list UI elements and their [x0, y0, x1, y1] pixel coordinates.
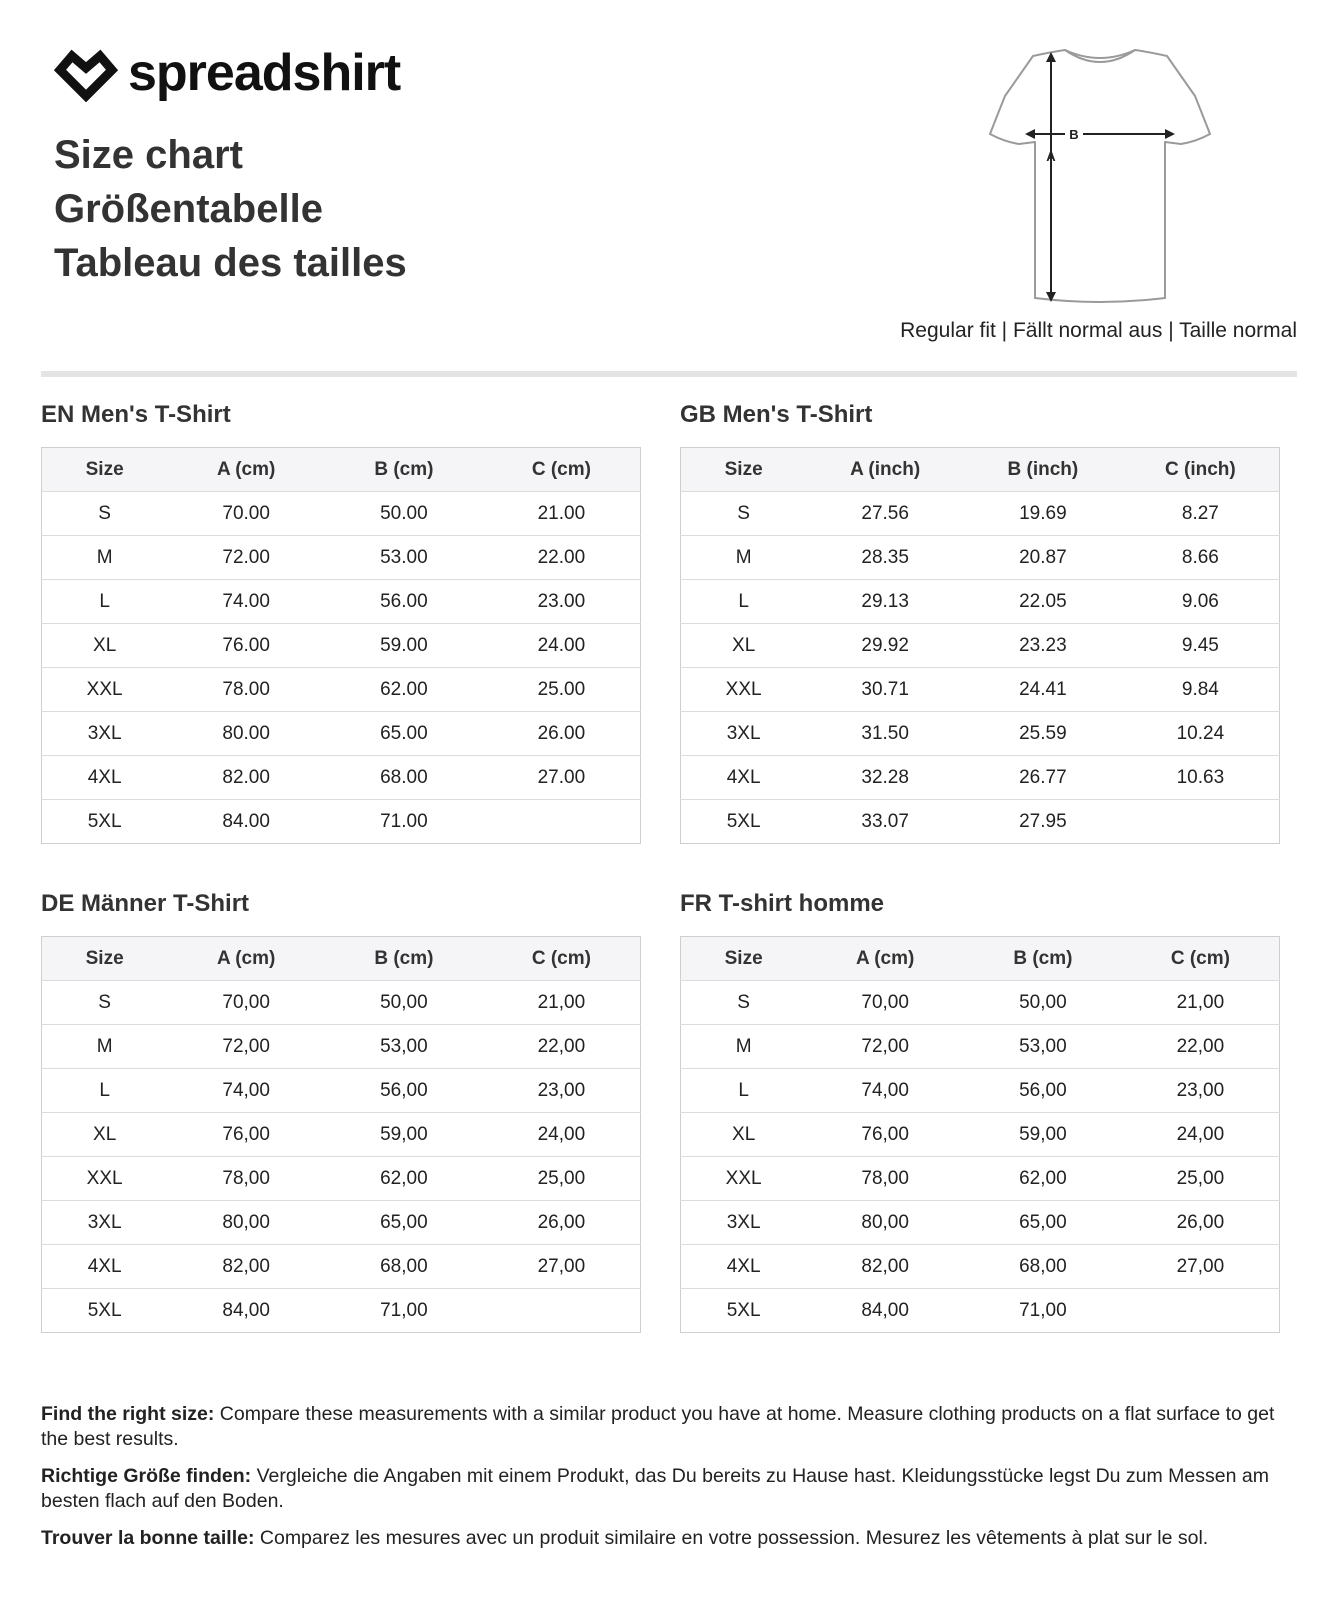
spreadshirt-heart-icon	[54, 44, 118, 102]
measurement-cell: 50.00	[325, 492, 483, 536]
size-cell: XL	[42, 1113, 168, 1157]
measurement-cell: 59,00	[325, 1113, 483, 1157]
column-header: C (cm)	[483, 448, 641, 492]
size-cell: 5XL	[726, 1299, 761, 1321]
table-title: GB Men's T-Shirt	[680, 401, 873, 428]
column-header: Size	[681, 937, 807, 981]
size-cell: XXL	[681, 1157, 807, 1201]
measurement-cell: 10.63	[1122, 756, 1280, 800]
table-row	[681, 800, 1280, 844]
measurement-cell: 56.00	[325, 580, 483, 624]
measurement-cell: 22.00	[483, 536, 641, 580]
measurement-cell: 22,00	[483, 1025, 641, 1069]
measurement-cell: 24,00	[1122, 1113, 1280, 1157]
measurement-cell: 68,00	[964, 1245, 1122, 1289]
table-row	[681, 1025, 1280, 1069]
measurement-cell: 70.00	[167, 492, 325, 536]
measurement-cell: 65,00	[325, 1201, 483, 1245]
column-header: A (cm)	[167, 448, 325, 492]
measurement-cell: 24.41	[964, 668, 1122, 712]
size-cell: L	[681, 1069, 807, 1113]
measurement-cell: 9.45	[1122, 624, 1280, 668]
measurement-cell: 74,00	[806, 1069, 964, 1113]
column-header: A (inch)	[806, 448, 964, 492]
measurement-cell: 20.87	[964, 536, 1122, 580]
table-section-en	[41, 401, 641, 844]
table-row	[681, 1245, 1280, 1289]
measurement-cell: 23.00	[483, 580, 641, 624]
table-row	[681, 756, 1280, 800]
size-cell: XL	[681, 624, 807, 668]
table-row	[42, 536, 641, 580]
measurement-cell: 23.23	[964, 624, 1122, 668]
table-row	[681, 624, 1280, 668]
measurement-cell: 27,00	[483, 1245, 641, 1289]
measurement-cell: 71.00	[380, 810, 428, 832]
table-section-gb	[680, 401, 1280, 844]
label-b: B	[1069, 127, 1079, 142]
note-label: Find the right size:	[41, 1403, 215, 1425]
size-cell: XXL	[42, 668, 168, 712]
size-cell: S	[681, 492, 807, 536]
note-label: Trouver la bonne taille:	[41, 1527, 255, 1549]
measurement-cell: 8.27	[1122, 492, 1280, 536]
table-row	[42, 1289, 641, 1333]
measurement-cell: 53,00	[325, 1025, 483, 1069]
title-fr: Tableau des tailles	[54, 241, 407, 285]
measurement-cell: 82,00	[167, 1245, 325, 1289]
measurement-cell: 27.95	[1019, 810, 1067, 832]
note-label: Richtige Größe finden:	[41, 1465, 252, 1487]
size-table	[41, 936, 641, 1333]
measurement-cell: 82,00	[806, 1245, 964, 1289]
measurement-cell: 9.84	[1122, 668, 1280, 712]
measurement-cell: 62,00	[964, 1157, 1122, 1201]
size-cell: 5XL	[87, 1299, 122, 1321]
measurement-cell	[1122, 1289, 1280, 1333]
measurement-cell: 78,00	[167, 1157, 325, 1201]
note-fr	[41, 1526, 1296, 1551]
measurement-cell: 56,00	[964, 1069, 1122, 1113]
note-de	[41, 1464, 1296, 1514]
measurement-cell: 59.00	[325, 624, 483, 668]
table-row	[681, 1069, 1280, 1113]
measurement-cell: 80.00	[167, 712, 325, 756]
measurement-cell: 70,00	[167, 981, 325, 1025]
size-cell: L	[42, 1069, 168, 1113]
size-cell: XL	[42, 624, 168, 668]
sizing-notes	[41, 1402, 1296, 1563]
table-header-row	[681, 937, 1280, 981]
note-text: Comparez les mesures avec un produit similaire en votre possession. Mesurez les vêtements à plat sur le sol.	[254, 1527, 1209, 1549]
measurement-cell: 25.00	[483, 668, 641, 712]
measurement-cell: 62.00	[325, 668, 483, 712]
measurement-cell: 80,00	[167, 1201, 325, 1245]
measurement-cell: 27,00	[1122, 1245, 1280, 1289]
size-cell: 5XL	[87, 810, 122, 832]
measurement-cell: 21.00	[483, 492, 641, 536]
measurement-cell: 22,00	[1122, 1025, 1280, 1069]
measurement-cell: 24,00	[483, 1113, 641, 1157]
size-cell: XXL	[42, 1157, 168, 1201]
measurement-cell: 84,00	[861, 1299, 909, 1321]
measurement-cell: 56,00	[325, 1069, 483, 1113]
size-cell: 3XL	[42, 712, 168, 756]
measurement-cell: 71,00	[380, 1299, 428, 1321]
measurement-cell: 28.35	[806, 536, 964, 580]
table-row	[681, 580, 1280, 624]
tshirt-measurement-diagram	[985, 46, 1215, 316]
size-cell: L	[681, 580, 807, 624]
table-header-row	[42, 937, 641, 981]
measurement-cell: 31.50	[806, 712, 964, 756]
size-cell: L	[42, 580, 168, 624]
measurement-cell: 84.00	[222, 810, 270, 832]
column-header: B (cm)	[325, 937, 483, 981]
size-cell: 4XL	[42, 1245, 168, 1289]
column-header: B (inch)	[964, 448, 1122, 492]
measurement-cell: 80,00	[806, 1201, 964, 1245]
measurement-cell: 25,00	[1122, 1157, 1280, 1201]
measurement-cell: 23,00	[483, 1069, 641, 1113]
table-row	[42, 1201, 641, 1245]
column-header: C (cm)	[483, 937, 641, 981]
table-row	[681, 1113, 1280, 1157]
measurement-cell: 74,00	[167, 1069, 325, 1113]
table-row	[42, 1025, 641, 1069]
note-text: Compare these measurements with a similar product you have at home. Measure clothing products on a flat surface to get the best results.	[41, 1403, 1275, 1450]
table-row	[681, 712, 1280, 756]
title-en: Size chart	[54, 133, 243, 177]
table-section-de	[41, 890, 641, 1333]
table-row	[42, 624, 641, 668]
note-text: Vergleiche die Angaben mit einem Produkt, das Du bereits zu Hause hast. Kleidungsstücke legst Du zum Messen am besten flach auf den Boden.	[41, 1465, 1269, 1512]
title-de: Größentabelle	[54, 187, 323, 231]
table-row	[42, 1113, 641, 1157]
table-row	[681, 1201, 1280, 1245]
table-row	[42, 712, 641, 756]
table-row	[42, 1157, 641, 1201]
measurement-cell	[1122, 800, 1280, 844]
header-divider	[41, 371, 1297, 377]
fit-description: Regular fit | Fällt normal aus | Taille normal	[900, 319, 1297, 342]
table-row	[681, 492, 1280, 536]
size-cell: 3XL	[681, 1201, 807, 1245]
measurement-cell: 26,00	[483, 1201, 641, 1245]
label-a: A	[1046, 149, 1056, 164]
measurement-cell: 9.06	[1122, 580, 1280, 624]
column-header: B (cm)	[964, 937, 1122, 981]
measurement-cell: 33.07	[861, 810, 909, 832]
measurement-cell: 25,00	[483, 1157, 641, 1201]
table-row	[42, 981, 641, 1025]
measurement-cell: 26.00	[483, 712, 641, 756]
table-row	[681, 1157, 1280, 1201]
measurement-cell: 29.13	[806, 580, 964, 624]
size-table	[680, 447, 1280, 844]
measurement-cell: 50,00	[964, 981, 1122, 1025]
measurement-cell: 26.77	[964, 756, 1122, 800]
table-row	[42, 492, 641, 536]
table-title: EN Men's T-Shirt	[41, 401, 231, 428]
measurement-cell: 10.24	[1122, 712, 1280, 756]
measurement-cell: 21,00	[483, 981, 641, 1025]
measurement-cell: 68,00	[325, 1245, 483, 1289]
measurement-cell: 59,00	[964, 1113, 1122, 1157]
measurement-cell: 8.66	[1122, 536, 1280, 580]
size-cell: 4XL	[42, 756, 168, 800]
brand-name: spreadshirt	[128, 44, 401, 102]
table-header-row	[681, 448, 1280, 492]
measurement-cell	[483, 800, 641, 844]
table-row	[42, 756, 641, 800]
measurement-cell: 72,00	[806, 1025, 964, 1069]
table-header-row	[42, 448, 641, 492]
measurement-cell: 65,00	[964, 1201, 1122, 1245]
measurement-cell: 68.00	[325, 756, 483, 800]
column-header: Size	[42, 448, 168, 492]
measurement-cell: 72,00	[167, 1025, 325, 1069]
column-header: Size	[681, 448, 807, 492]
size-table	[680, 936, 1280, 1333]
measurement-cell: 25.59	[964, 712, 1122, 756]
table-row	[681, 536, 1280, 580]
measurement-cell: 19.69	[964, 492, 1122, 536]
measurement-cell: 53.00	[325, 536, 483, 580]
size-cell: M	[42, 536, 168, 580]
table-row	[42, 800, 641, 844]
table-row	[681, 1289, 1280, 1333]
measurement-cell: 22.05	[964, 580, 1122, 624]
measurement-cell: 71,00	[1019, 1299, 1067, 1321]
measurement-cell: 65.00	[325, 712, 483, 756]
size-cell: XXL	[681, 668, 807, 712]
measurement-cell: 21,00	[1122, 981, 1280, 1025]
size-cell: S	[42, 981, 168, 1025]
measurement-cell: 53,00	[964, 1025, 1122, 1069]
size-cell: 3XL	[42, 1201, 168, 1245]
measurement-cell: 32.28	[806, 756, 964, 800]
page-titles	[54, 128, 407, 290]
size-cell: XL	[681, 1113, 807, 1157]
measurement-cell: 78.00	[167, 668, 325, 712]
measurement-cell: 76,00	[806, 1113, 964, 1157]
table-row	[42, 668, 641, 712]
size-cell: 5XL	[726, 810, 761, 832]
measurement-cell: 76,00	[167, 1113, 325, 1157]
table-section-fr	[680, 890, 1280, 1333]
measurement-cell: 62,00	[325, 1157, 483, 1201]
measurement-cell: 27.56	[806, 492, 964, 536]
table-title: DE Männer T-Shirt	[41, 890, 250, 917]
measurement-cell: 26,00	[1122, 1201, 1280, 1245]
measurement-cell: 76.00	[167, 624, 325, 668]
measurement-cell: 72.00	[167, 536, 325, 580]
measurement-cell: 78,00	[806, 1157, 964, 1201]
column-header: A (cm)	[167, 937, 325, 981]
table-row	[681, 981, 1280, 1025]
column-header: C (cm)	[1122, 937, 1280, 981]
measurement-cell: 23,00	[1122, 1069, 1280, 1113]
table-title: FR T-shirt homme	[680, 890, 885, 917]
table-row	[42, 1069, 641, 1113]
column-header: B (cm)	[325, 448, 483, 492]
size-cell: 4XL	[681, 1245, 807, 1289]
measurement-cell	[483, 1289, 641, 1333]
measurement-cell: 29.92	[806, 624, 964, 668]
size-cell: S	[42, 492, 168, 536]
column-header: A (cm)	[806, 937, 964, 981]
table-row	[681, 668, 1280, 712]
measurement-cell: 70,00	[806, 981, 964, 1025]
measurement-cell: 74.00	[167, 580, 325, 624]
measurement-cell: 82.00	[167, 756, 325, 800]
column-header: C (inch)	[1122, 448, 1280, 492]
column-header: Size	[42, 937, 168, 981]
size-cell: S	[681, 981, 807, 1025]
measurement-cell: 27.00	[483, 756, 641, 800]
size-cell: 3XL	[681, 712, 807, 756]
measurement-cell: 50,00	[325, 981, 483, 1025]
table-row	[42, 1245, 641, 1289]
table-row	[42, 580, 641, 624]
size-table	[41, 447, 641, 844]
brand-logo	[54, 44, 400, 102]
measurement-cell: 30.71	[806, 668, 964, 712]
size-cell: M	[681, 536, 807, 580]
size-cell: 4XL	[681, 756, 807, 800]
measurement-cell: 84,00	[222, 1299, 270, 1321]
size-cell: M	[681, 1025, 807, 1069]
size-cell: M	[42, 1025, 168, 1069]
note-en	[41, 1402, 1296, 1452]
measurement-cell: 24.00	[483, 624, 641, 668]
